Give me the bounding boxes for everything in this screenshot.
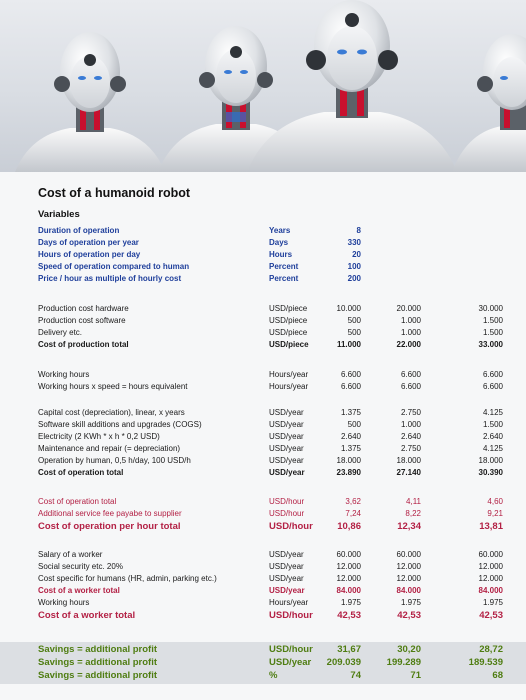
row-value-2: 60.000 [396,550,421,559]
row-value-2: 2.750 [400,444,421,453]
row-value-1: 1.375 [340,444,361,453]
row-value-2: 42,53 [397,610,421,621]
row-value-3: 1.500 [482,316,503,325]
row-value-2: 12,34 [397,521,421,532]
row-value-2: 22.000 [396,340,421,349]
row-unit: USD/year [269,468,305,477]
sheet-title: Cost of a humanoid robot [38,186,191,200]
row-value-1: 500 [347,420,361,429]
row-label: Hours of operation per day [38,250,141,259]
row-value-3: 4,60 [487,497,503,506]
row-value-2: 2.640 [400,432,421,441]
row-value-2: 71 [410,670,421,681]
row-value-1: 6.600 [340,382,361,391]
row-value-1: 10.000 [336,304,361,313]
cost-sheet [0,172,526,700]
table-row [0,549,526,561]
row-value-1: 1.375 [340,408,361,417]
variable-row [0,249,526,261]
table-row [0,369,526,381]
table-row [0,508,526,520]
row-value: 330 [347,238,361,247]
row-unit: USD/year [269,444,304,453]
robot-3 [247,0,457,172]
table-row [0,496,526,508]
row-unit: Hours/year [269,598,309,607]
row-value-2: 30,20 [397,644,421,655]
row-value-1: 60.000 [336,550,361,559]
row-value: 20 [352,250,361,259]
row-label: Cost of a worker total [38,586,120,595]
row-label: Capital cost (depreciation), linear, x years [38,408,185,417]
row-unit: USD/year [269,574,304,583]
table-row-total [0,585,526,597]
row-label: Days of operation per year [38,238,139,247]
row-unit: USD/piece [269,304,308,313]
row-label: Cost of a worker total [38,610,136,621]
table-row [0,561,526,573]
row-value-3: 9,21 [487,509,503,518]
row-value-1: 3,62 [345,497,361,506]
row-unit: Days [269,238,289,247]
row-unit: USD/piece [269,328,308,337]
row-value: 100 [347,262,361,271]
row-value-3: 18.000 [478,456,503,465]
table-row [0,407,526,419]
row-value-3: 42,53 [479,610,503,621]
row-value-2: 84.000 [396,586,421,595]
row-label: Maintenance and repair (= depreciation) [38,444,181,453]
row-value-2: 1.000 [400,316,421,325]
row-label: Software skill additions and upgrades (COGS) [38,420,202,429]
row-value-2: 1.000 [400,328,421,337]
table-row-total [0,610,526,622]
row-value: 8 [356,226,361,235]
table-row [0,443,526,455]
row-unit: Percent [269,274,299,283]
table-row [0,381,526,393]
row-value-1: 23.890 [336,468,361,477]
row-unit: Hours [269,250,293,259]
row-unit: USD/piece [269,316,308,325]
row-label: Cost of production total [38,340,129,349]
table-row [0,431,526,443]
table-row-total [0,467,526,479]
row-value-2: 27.140 [396,468,421,477]
variable-row [0,237,526,249]
row-value-3: 13,81 [479,521,503,532]
table-row [0,455,526,467]
row-unit: USD/hour [269,497,305,506]
row-value-3: 1.500 [482,328,503,337]
table-row [0,303,526,315]
row-value-3: 60.000 [478,550,503,559]
row-value-1: 2.640 [340,432,361,441]
table-row [0,327,526,339]
row-unit: USD/hour [269,644,313,655]
row-label: Speed of operation compared to human [38,262,190,271]
row-value-2: 4,11 [406,497,421,506]
humanoid-robots-illustration [0,0,526,172]
row-value-1: 10,86 [337,521,361,532]
row-value-3: 4.125 [482,444,503,453]
row-unit: USD/year [269,432,304,441]
row-unit: USD/year [269,550,304,559]
row-unit: Percent [269,262,299,271]
row-unit: USD/hour [269,521,313,532]
row-value-3: 2.640 [482,432,503,441]
row-value-3: 68 [492,670,503,681]
row-unit: Years [269,226,291,235]
row-value-2: 6.600 [400,370,421,379]
row-label: Production cost hardware [38,304,129,313]
row-label: Delivery etc. [38,328,83,337]
row-label: Additional service fee payabe to supplier [38,509,182,518]
row-label: Savings = additional profit [38,644,158,655]
row-value-3: 189.539 [468,657,503,668]
row-unit: USD/year [269,562,304,571]
row-value-3: 1.975 [482,598,503,607]
savings-row [0,670,526,682]
row-value-2: 199.289 [386,657,421,668]
row-value-1: 84.000 [336,586,361,595]
row-label: Savings = additional profit [38,670,158,681]
row-value-1: 31,67 [337,644,361,655]
row-value-1: 74 [350,670,361,681]
savings-row [0,657,526,669]
row-value-3: 30.390 [478,468,503,477]
row-value-1: 12.000 [336,574,361,583]
variable-row [0,225,526,237]
row-label: Cost of operation total [38,468,124,477]
row-label: Working hours [38,370,90,379]
row-value-1: 500 [347,316,361,325]
row-label: Price / hour as multiple of hourly cost [38,274,182,283]
row-value-3: 12.000 [478,574,503,583]
row-value-1: 7,24 [345,509,361,518]
row-value-3: 4.125 [482,408,503,417]
row-unit: % [269,670,278,681]
row-label: Electricity (2 KWh * x h * 0,2 USD) [38,432,160,441]
row-value-3: 84.000 [478,586,503,595]
row-value-1: 209.039 [326,657,361,668]
row-label: Operation by human, 0,5 h/day, 100 USD/h [38,456,191,465]
row-value-2: 2.750 [400,408,421,417]
row-value-2: 1.000 [400,420,421,429]
row-value-1: 18.000 [336,456,361,465]
row-unit: USD/year [269,586,305,595]
row-value-1: 11.000 [336,340,361,349]
row-value: 200 [347,274,361,283]
row-label: Duration of operation [38,226,120,235]
row-unit: USD/year [269,408,304,417]
row-label: Cost of operation per hour total [38,521,181,532]
variable-row [0,273,526,285]
row-unit: USD/piece [269,340,309,349]
row-value-1: 42,53 [337,610,361,621]
row-label: Salary of a worker [38,550,103,559]
row-unit: USD/year [269,456,304,465]
row-value-2: 12.000 [396,574,421,583]
row-value-3: 6.600 [482,370,503,379]
row-label: Working hours [38,598,90,607]
row-value-3: 30.000 [478,304,503,313]
row-unit: USD/year [269,420,304,429]
row-unit: Hours/year [269,382,309,391]
row-value-3: 6.600 [482,382,503,391]
robot-banner-image [0,0,526,172]
row-label: Cost specific for humans (HR, admin, parking etc.) [38,574,217,583]
row-label: Savings = additional profit [38,657,158,668]
row-value-1: 6.600 [340,370,361,379]
row-value-2: 20.000 [396,304,421,313]
table-row-total [0,521,526,533]
row-value-1: 500 [347,328,361,337]
table-row [0,419,526,431]
row-value-3: 12.000 [478,562,503,571]
row-label: Cost of operation total [38,497,117,506]
row-label: Social security etc. 20% [38,562,123,571]
row-value-2: 18.000 [396,456,421,465]
robot-1 [15,32,165,172]
row-value-1: 1.975 [340,598,361,607]
variables-heading: Variables [38,209,80,220]
table-row [0,597,526,609]
row-unit: USD/hour [269,509,305,518]
row-value-2: 6.600 [400,382,421,391]
row-unit: USD/year [269,657,312,668]
row-value-3: 28,72 [479,644,503,655]
row-value-2: 8,22 [405,509,421,518]
row-value-1: 12.000 [336,562,361,571]
robot-4 [452,34,526,172]
row-unit: Hours/year [269,370,309,379]
savings-row [0,644,526,656]
row-value-2: 1.975 [400,598,421,607]
row-value-3: 33.000 [478,340,503,349]
variable-row [0,261,526,273]
row-unit: USD/hour [269,610,313,621]
row-value-2: 12.000 [396,562,421,571]
row-label: Working hours x speed = hours equivalent [38,382,188,391]
row-label: Production cost software [38,316,126,325]
row-value-3: 1.500 [482,420,503,429]
table-row-total [0,339,526,351]
table-row [0,315,526,327]
table-row [0,573,526,585]
